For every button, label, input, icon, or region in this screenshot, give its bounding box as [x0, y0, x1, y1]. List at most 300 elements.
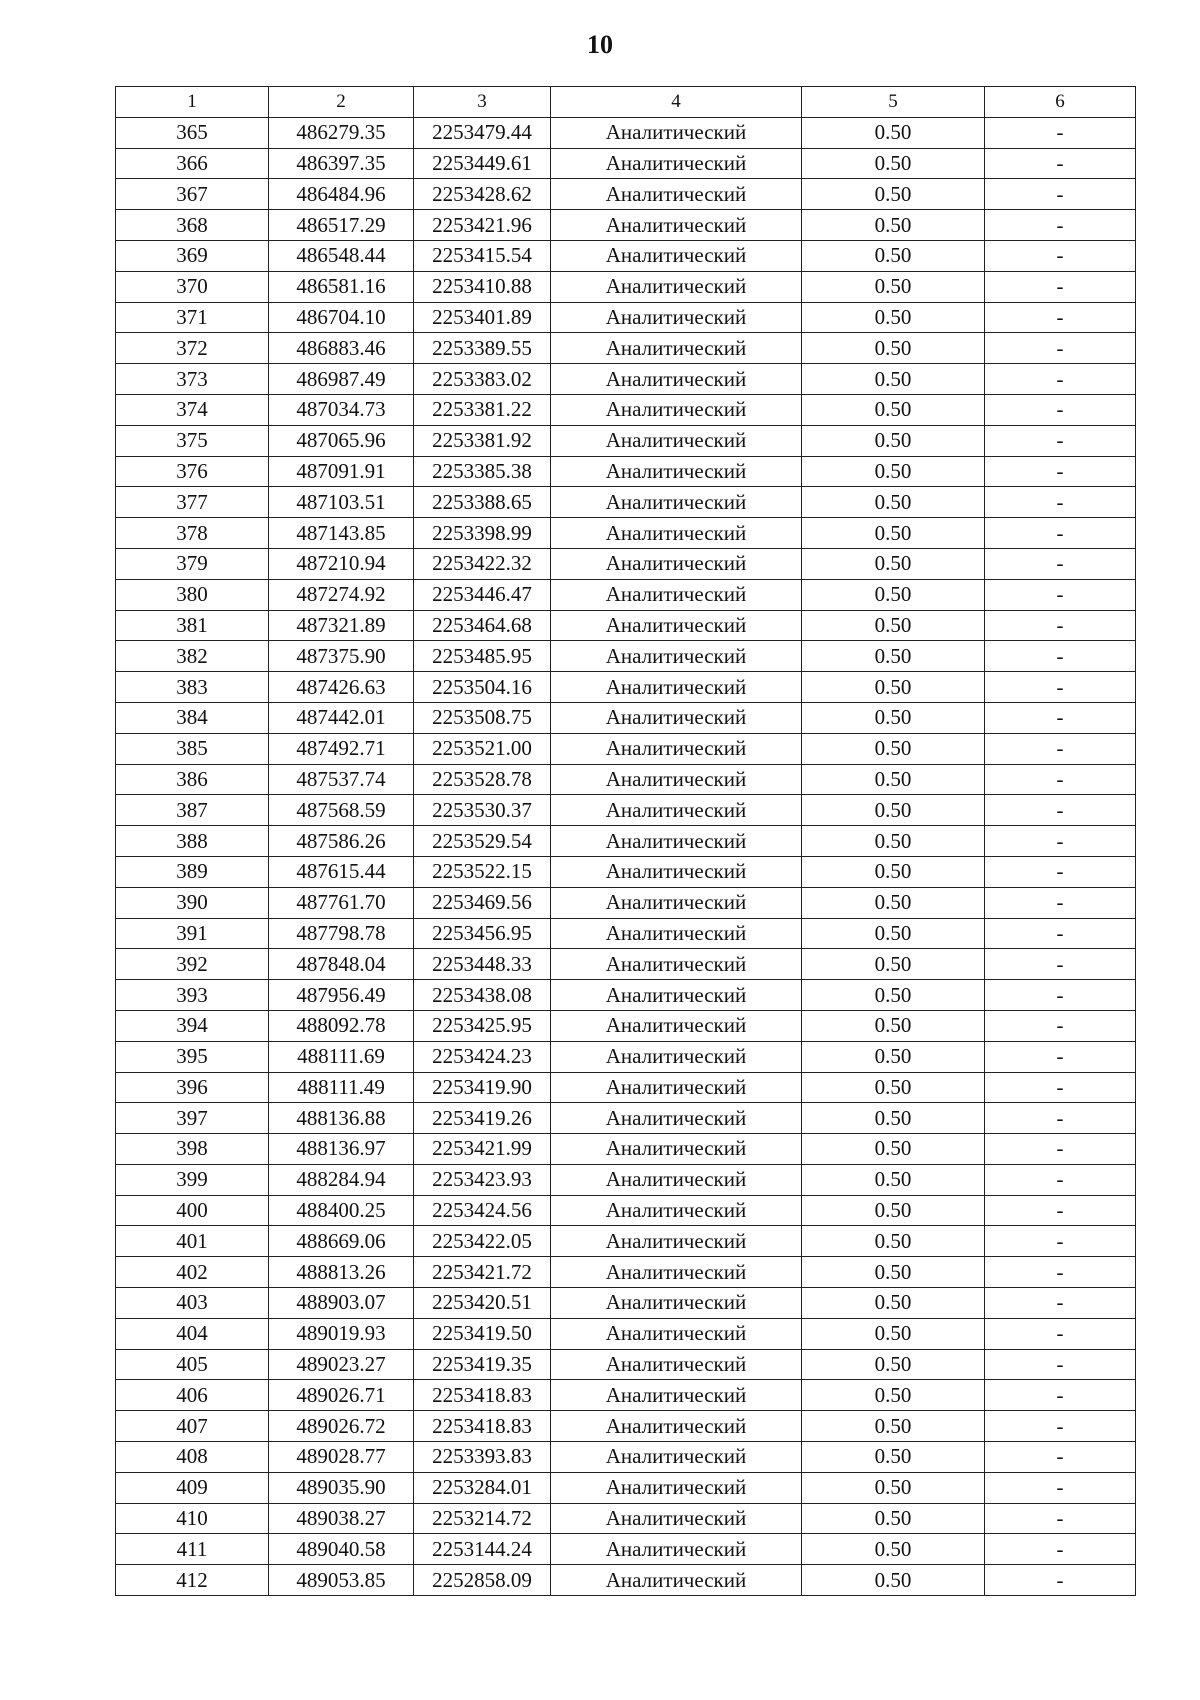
table-row — [116, 1318, 1136, 1349]
point-number-cell: 376 — [116, 456, 269, 487]
point-number-cell: 375 — [116, 425, 269, 456]
note-cell: - — [985, 856, 1136, 887]
note-cell: - — [985, 394, 1136, 425]
column-header: 2 — [269, 87, 414, 118]
accuracy-cell: 0.50 — [802, 641, 985, 672]
note-cell: - — [985, 1380, 1136, 1411]
method-cell: Аналитический — [551, 394, 802, 425]
accuracy-cell: 0.50 — [802, 1380, 985, 1411]
table-row — [116, 1534, 1136, 1565]
column-header: 1 — [116, 87, 269, 118]
table-row — [116, 240, 1136, 271]
y-coordinate-cell: 2253388.65 — [414, 487, 551, 518]
accuracy-cell: 0.50 — [802, 179, 985, 210]
point-number-cell: 411 — [116, 1534, 269, 1565]
note-cell: - — [985, 425, 1136, 456]
point-number-cell: 393 — [116, 980, 269, 1011]
x-coordinate-cell: 487210.94 — [269, 548, 414, 579]
note-cell: - — [985, 980, 1136, 1011]
x-coordinate-cell: 488111.49 — [269, 1072, 414, 1103]
point-number-cell: 405 — [116, 1349, 269, 1380]
table-row — [116, 887, 1136, 918]
y-coordinate-cell: 2253398.99 — [414, 518, 551, 549]
table-row — [116, 179, 1136, 210]
note-cell: - — [985, 1472, 1136, 1503]
accuracy-cell: 0.50 — [802, 1226, 985, 1257]
method-cell: Аналитический — [551, 826, 802, 857]
accuracy-cell: 0.50 — [802, 1565, 985, 1596]
x-coordinate-cell: 486279.35 — [269, 117, 414, 148]
x-coordinate-cell: 488111.69 — [269, 1041, 414, 1072]
method-cell: Аналитический — [551, 240, 802, 271]
x-coordinate-cell: 487034.73 — [269, 394, 414, 425]
column-header: 6 — [985, 87, 1136, 118]
accuracy-cell: 0.50 — [802, 240, 985, 271]
y-coordinate-cell: 2253530.37 — [414, 795, 551, 826]
note-cell: - — [985, 1134, 1136, 1165]
point-number-cell: 397 — [116, 1103, 269, 1134]
y-coordinate-cell: 2253419.50 — [414, 1318, 551, 1349]
accuracy-cell: 0.50 — [802, 1318, 985, 1349]
method-cell: Аналитический — [551, 1288, 802, 1319]
note-cell: - — [985, 210, 1136, 241]
method-cell: Аналитический — [551, 548, 802, 579]
table-row — [116, 518, 1136, 549]
method-cell: Аналитический — [551, 980, 802, 1011]
accuracy-cell: 0.50 — [802, 887, 985, 918]
x-coordinate-cell: 487586.26 — [269, 826, 414, 857]
note-cell: - — [985, 1534, 1136, 1565]
x-coordinate-cell: 487321.89 — [269, 610, 414, 641]
column-header: 4 — [551, 87, 802, 118]
method-cell: Аналитический — [551, 148, 802, 179]
y-coordinate-cell: 2253421.96 — [414, 210, 551, 241]
table-row — [116, 271, 1136, 302]
note-cell: - — [985, 518, 1136, 549]
table-row — [116, 918, 1136, 949]
point-number-cell: 366 — [116, 148, 269, 179]
point-number-cell: 377 — [116, 487, 269, 518]
accuracy-cell: 0.50 — [802, 1257, 985, 1288]
note-cell: - — [985, 1288, 1136, 1319]
y-coordinate-cell: 2253421.72 — [414, 1257, 551, 1288]
y-coordinate-cell: 2253424.23 — [414, 1041, 551, 1072]
x-coordinate-cell: 489023.27 — [269, 1349, 414, 1380]
method-cell: Аналитический — [551, 1195, 802, 1226]
point-number-cell: 395 — [116, 1041, 269, 1072]
table-row — [116, 672, 1136, 703]
note-cell: - — [985, 333, 1136, 364]
accuracy-cell: 0.50 — [802, 1503, 985, 1534]
x-coordinate-cell: 487103.51 — [269, 487, 414, 518]
note-cell: - — [985, 271, 1136, 302]
table-row — [116, 487, 1136, 518]
y-coordinate-cell: 2253284.01 — [414, 1472, 551, 1503]
y-coordinate-cell: 2253528.78 — [414, 764, 551, 795]
y-coordinate-cell: 2253422.32 — [414, 548, 551, 579]
table-row — [116, 702, 1136, 733]
note-cell: - — [985, 949, 1136, 980]
y-coordinate-cell: 2253420.51 — [414, 1288, 551, 1319]
x-coordinate-cell: 487274.92 — [269, 579, 414, 610]
table-row — [116, 210, 1136, 241]
accuracy-cell: 0.50 — [802, 1411, 985, 1442]
note-cell: - — [985, 887, 1136, 918]
note-cell: - — [985, 702, 1136, 733]
table-row — [116, 1164, 1136, 1195]
accuracy-cell: 0.50 — [802, 1472, 985, 1503]
method-cell: Аналитический — [551, 1041, 802, 1072]
x-coordinate-cell: 488284.94 — [269, 1164, 414, 1195]
table-row — [116, 1195, 1136, 1226]
y-coordinate-cell: 2253449.61 — [414, 148, 551, 179]
x-coordinate-cell: 487956.49 — [269, 980, 414, 1011]
y-coordinate-cell: 2253504.16 — [414, 672, 551, 703]
x-coordinate-cell: 488400.25 — [269, 1195, 414, 1226]
table-row — [116, 856, 1136, 887]
x-coordinate-cell: 486517.29 — [269, 210, 414, 241]
note-cell: - — [985, 733, 1136, 764]
page-number: 10 — [587, 30, 613, 59]
method-cell: Аналитический — [551, 887, 802, 918]
method-cell: Аналитический — [551, 672, 802, 703]
method-cell: Аналитический — [551, 1103, 802, 1134]
point-number-cell: 369 — [116, 240, 269, 271]
x-coordinate-cell: 486581.16 — [269, 271, 414, 302]
y-coordinate-cell: 2253381.92 — [414, 425, 551, 456]
accuracy-cell: 0.50 — [802, 579, 985, 610]
note-cell: - — [985, 795, 1136, 826]
y-coordinate-cell: 2252858.09 — [414, 1565, 551, 1596]
point-number-cell: 382 — [116, 641, 269, 672]
table-row — [116, 1442, 1136, 1473]
accuracy-cell: 0.50 — [802, 918, 985, 949]
point-number-cell: 391 — [116, 918, 269, 949]
y-coordinate-cell: 2253446.47 — [414, 579, 551, 610]
method-cell: Аналитический — [551, 610, 802, 641]
table-row — [116, 1380, 1136, 1411]
y-coordinate-cell: 2253419.90 — [414, 1072, 551, 1103]
table-row — [116, 610, 1136, 641]
point-number-cell: 412 — [116, 1565, 269, 1596]
point-number-cell: 381 — [116, 610, 269, 641]
note-cell: - — [985, 1442, 1136, 1473]
x-coordinate-cell: 488092.78 — [269, 1010, 414, 1041]
y-coordinate-cell: 2253479.44 — [414, 117, 551, 148]
y-coordinate-cell: 2253508.75 — [414, 702, 551, 733]
x-coordinate-cell: 487091.91 — [269, 456, 414, 487]
method-cell: Аналитический — [551, 1010, 802, 1041]
point-number-cell: 372 — [116, 333, 269, 364]
method-cell: Аналитический — [551, 487, 802, 518]
header-row — [116, 87, 1136, 118]
note-cell: - — [985, 1072, 1136, 1103]
method-cell: Аналитический — [551, 764, 802, 795]
method-cell: Аналитический — [551, 425, 802, 456]
note-cell: - — [985, 487, 1136, 518]
point-number-cell: 410 — [116, 1503, 269, 1534]
method-cell: Аналитический — [551, 641, 802, 672]
accuracy-cell: 0.50 — [802, 518, 985, 549]
accuracy-cell: 0.50 — [802, 764, 985, 795]
method-cell: Аналитический — [551, 1226, 802, 1257]
accuracy-cell: 0.50 — [802, 1072, 985, 1103]
x-coordinate-cell: 487537.74 — [269, 764, 414, 795]
y-coordinate-cell: 2253418.83 — [414, 1411, 551, 1442]
table-row — [116, 333, 1136, 364]
method-cell: Аналитический — [551, 949, 802, 980]
coordinates-table — [115, 86, 1136, 1596]
point-number-cell: 380 — [116, 579, 269, 610]
point-number-cell: 404 — [116, 1318, 269, 1349]
y-coordinate-cell: 2253383.02 — [414, 364, 551, 395]
y-coordinate-cell: 2253448.33 — [414, 949, 551, 980]
accuracy-cell: 0.50 — [802, 672, 985, 703]
table-body — [116, 117, 1136, 1595]
method-cell: Аналитический — [551, 1318, 802, 1349]
table-row — [116, 364, 1136, 395]
method-cell: Аналитический — [551, 1164, 802, 1195]
table-row — [116, 1349, 1136, 1380]
point-number-cell: 370 — [116, 271, 269, 302]
accuracy-cell: 0.50 — [802, 1442, 985, 1473]
note-cell: - — [985, 1103, 1136, 1134]
column-header: 5 — [802, 87, 985, 118]
note-cell: - — [985, 1411, 1136, 1442]
accuracy-cell: 0.50 — [802, 117, 985, 148]
point-number-cell: 400 — [116, 1195, 269, 1226]
table-row — [116, 302, 1136, 333]
point-number-cell: 374 — [116, 394, 269, 425]
method-cell: Аналитический — [551, 1072, 802, 1103]
table-row — [116, 1103, 1136, 1134]
table-row — [116, 1411, 1136, 1442]
table-row — [116, 1226, 1136, 1257]
note-cell: - — [985, 179, 1136, 210]
y-coordinate-cell: 2253425.95 — [414, 1010, 551, 1041]
table-row — [116, 949, 1136, 980]
accuracy-cell: 0.50 — [802, 1534, 985, 1565]
table-header — [116, 87, 1136, 118]
point-number-cell: 396 — [116, 1072, 269, 1103]
point-number-cell: 386 — [116, 764, 269, 795]
point-number-cell: 402 — [116, 1257, 269, 1288]
x-coordinate-cell: 487065.96 — [269, 425, 414, 456]
method-cell: Аналитический — [551, 333, 802, 364]
y-coordinate-cell: 2253522.15 — [414, 856, 551, 887]
x-coordinate-cell: 488669.06 — [269, 1226, 414, 1257]
point-number-cell: 387 — [116, 795, 269, 826]
y-coordinate-cell: 2253438.08 — [414, 980, 551, 1011]
method-cell: Аналитический — [551, 518, 802, 549]
method-cell: Аналитический — [551, 117, 802, 148]
accuracy-cell: 0.50 — [802, 210, 985, 241]
method-cell: Аналитический — [551, 795, 802, 826]
y-coordinate-cell: 2253521.00 — [414, 733, 551, 764]
x-coordinate-cell: 487492.71 — [269, 733, 414, 764]
y-coordinate-cell: 2253529.54 — [414, 826, 551, 857]
y-coordinate-cell: 2253419.35 — [414, 1349, 551, 1380]
x-coordinate-cell: 487848.04 — [269, 949, 414, 980]
y-coordinate-cell: 2253485.95 — [414, 641, 551, 672]
method-cell: Аналитический — [551, 1380, 802, 1411]
point-number-cell: 365 — [116, 117, 269, 148]
method-cell: Аналитический — [551, 1349, 802, 1380]
method-cell: Аналитический — [551, 918, 802, 949]
point-number-cell: 378 — [116, 518, 269, 549]
method-cell: Аналитический — [551, 579, 802, 610]
table-row — [116, 1010, 1136, 1041]
accuracy-cell: 0.50 — [802, 610, 985, 641]
accuracy-cell: 0.50 — [802, 425, 985, 456]
point-number-cell: 401 — [116, 1226, 269, 1257]
x-coordinate-cell: 487143.85 — [269, 518, 414, 549]
point-number-cell: 408 — [116, 1442, 269, 1473]
note-cell: - — [985, 579, 1136, 610]
note-cell: - — [985, 826, 1136, 857]
accuracy-cell: 0.50 — [802, 795, 985, 826]
x-coordinate-cell: 487568.59 — [269, 795, 414, 826]
x-coordinate-cell: 486548.44 — [269, 240, 414, 271]
x-coordinate-cell: 489028.77 — [269, 1442, 414, 1473]
table-row — [116, 1565, 1136, 1596]
accuracy-cell: 0.50 — [802, 1041, 985, 1072]
x-coordinate-cell: 488136.97 — [269, 1134, 414, 1165]
table-row — [116, 1134, 1136, 1165]
point-number-cell: 398 — [116, 1134, 269, 1165]
table-row — [116, 764, 1136, 795]
note-cell: - — [985, 364, 1136, 395]
y-coordinate-cell: 2253423.93 — [414, 1164, 551, 1195]
method-cell: Аналитический — [551, 456, 802, 487]
note-cell: - — [985, 1226, 1136, 1257]
table-row — [116, 1072, 1136, 1103]
x-coordinate-cell: 487426.63 — [269, 672, 414, 703]
note-cell: - — [985, 672, 1136, 703]
point-number-cell: 368 — [116, 210, 269, 241]
column-header: 3 — [414, 87, 551, 118]
accuracy-cell: 0.50 — [802, 333, 985, 364]
note-cell: - — [985, 641, 1136, 672]
x-coordinate-cell: 489026.71 — [269, 1380, 414, 1411]
x-coordinate-cell: 487442.01 — [269, 702, 414, 733]
x-coordinate-cell: 489053.85 — [269, 1565, 414, 1596]
table-row — [116, 641, 1136, 672]
method-cell: Аналитический — [551, 271, 802, 302]
y-coordinate-cell: 2253456.95 — [414, 918, 551, 949]
y-coordinate-cell: 2253144.24 — [414, 1534, 551, 1565]
y-coordinate-cell: 2253385.38 — [414, 456, 551, 487]
method-cell: Аналитический — [551, 1442, 802, 1473]
table-row — [116, 826, 1136, 857]
note-cell: - — [985, 764, 1136, 795]
table-row — [116, 980, 1136, 1011]
y-coordinate-cell: 2253428.62 — [414, 179, 551, 210]
point-number-cell: 371 — [116, 302, 269, 333]
method-cell: Аналитический — [551, 210, 802, 241]
y-coordinate-cell: 2253464.68 — [414, 610, 551, 641]
note-cell: - — [985, 1318, 1136, 1349]
y-coordinate-cell: 2253419.26 — [414, 1103, 551, 1134]
x-coordinate-cell: 489038.27 — [269, 1503, 414, 1534]
point-number-cell: 385 — [116, 733, 269, 764]
y-coordinate-cell: 2253214.72 — [414, 1503, 551, 1534]
accuracy-cell: 0.50 — [802, 1349, 985, 1380]
method-cell: Аналитический — [551, 856, 802, 887]
point-number-cell: 399 — [116, 1164, 269, 1195]
method-cell: Аналитический — [551, 1472, 802, 1503]
y-coordinate-cell: 2253393.83 — [414, 1442, 551, 1473]
table-row — [116, 394, 1136, 425]
table-row — [116, 795, 1136, 826]
x-coordinate-cell: 486883.46 — [269, 333, 414, 364]
note-cell: - — [985, 1349, 1136, 1380]
note-cell: - — [985, 1503, 1136, 1534]
method-cell: Аналитический — [551, 1534, 802, 1565]
point-number-cell: 389 — [116, 856, 269, 887]
y-coordinate-cell: 2253381.22 — [414, 394, 551, 425]
table-row — [116, 1288, 1136, 1319]
x-coordinate-cell: 489040.58 — [269, 1534, 414, 1565]
method-cell: Аналитический — [551, 179, 802, 210]
table-row — [116, 1041, 1136, 1072]
x-coordinate-cell: 488136.88 — [269, 1103, 414, 1134]
method-cell: Аналитический — [551, 1134, 802, 1165]
y-coordinate-cell: 2253469.56 — [414, 887, 551, 918]
table-row — [116, 148, 1136, 179]
method-cell: Аналитический — [551, 302, 802, 333]
accuracy-cell: 0.50 — [802, 148, 985, 179]
method-cell: Аналитический — [551, 1257, 802, 1288]
y-coordinate-cell: 2253424.56 — [414, 1195, 551, 1226]
table-row — [116, 1503, 1136, 1534]
point-number-cell: 384 — [116, 702, 269, 733]
note-cell: - — [985, 1257, 1136, 1288]
note-cell: - — [985, 610, 1136, 641]
y-coordinate-cell: 2253422.05 — [414, 1226, 551, 1257]
table-row — [116, 1257, 1136, 1288]
x-coordinate-cell: 489035.90 — [269, 1472, 414, 1503]
note-cell: - — [985, 1565, 1136, 1596]
table-row — [116, 733, 1136, 764]
note-cell: - — [985, 117, 1136, 148]
x-coordinate-cell: 487375.90 — [269, 641, 414, 672]
note-cell: - — [985, 548, 1136, 579]
note-cell: - — [985, 1164, 1136, 1195]
note-cell: - — [985, 1010, 1136, 1041]
point-number-cell: 390 — [116, 887, 269, 918]
point-number-cell: 403 — [116, 1288, 269, 1319]
accuracy-cell: 0.50 — [802, 456, 985, 487]
y-coordinate-cell: 2253401.89 — [414, 302, 551, 333]
accuracy-cell: 0.50 — [802, 302, 985, 333]
x-coordinate-cell: 487615.44 — [269, 856, 414, 887]
note-cell: - — [985, 1041, 1136, 1072]
accuracy-cell: 0.50 — [802, 856, 985, 887]
accuracy-cell: 0.50 — [802, 1195, 985, 1226]
method-cell: Аналитический — [551, 1503, 802, 1534]
accuracy-cell: 0.50 — [802, 487, 985, 518]
y-coordinate-cell: 2253410.88 — [414, 271, 551, 302]
y-coordinate-cell: 2253418.83 — [414, 1380, 551, 1411]
accuracy-cell: 0.50 — [802, 980, 985, 1011]
x-coordinate-cell: 487761.70 — [269, 887, 414, 918]
x-coordinate-cell: 488903.07 — [269, 1288, 414, 1319]
note-cell: - — [985, 148, 1136, 179]
point-number-cell: 409 — [116, 1472, 269, 1503]
accuracy-cell: 0.50 — [802, 826, 985, 857]
point-number-cell: 394 — [116, 1010, 269, 1041]
